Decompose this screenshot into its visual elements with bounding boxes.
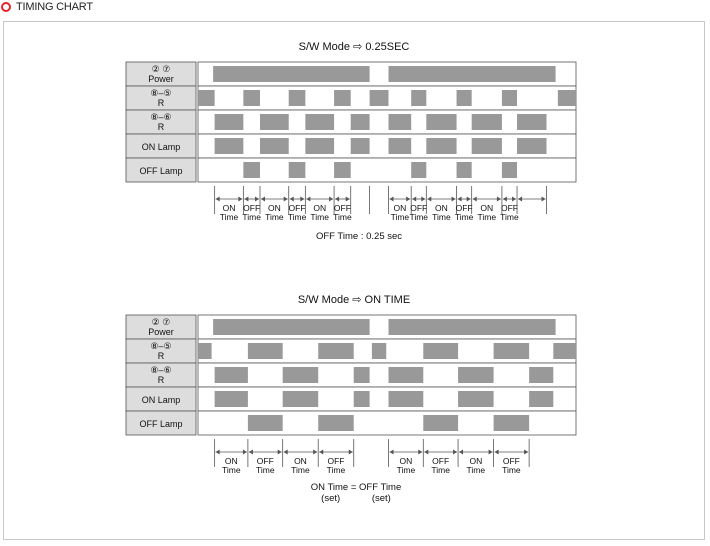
arrow-right-icon <box>497 197 501 202</box>
signal-pulse <box>426 114 456 130</box>
timing-interval <box>518 197 545 202</box>
timing-interval <box>288 197 307 223</box>
interval-label: Time <box>333 212 352 222</box>
signal-pulse <box>458 391 494 407</box>
signal-row <box>126 339 576 363</box>
arrow-right-icon <box>489 450 493 455</box>
signal-pulse <box>423 343 458 359</box>
arrow-right-icon <box>255 197 259 202</box>
row-label: ON Lamp <box>141 142 181 152</box>
signal-pulse <box>458 367 494 383</box>
signal-pulse <box>426 138 456 154</box>
timing-interval <box>390 197 411 223</box>
timing-interval <box>459 450 493 476</box>
signal-pulse <box>389 114 412 130</box>
signal-pulse <box>215 114 244 130</box>
timing-chart-1 <box>126 41 576 242</box>
interval-label: Time <box>432 212 451 222</box>
interval-label: Time <box>502 465 521 475</box>
signal-pulse <box>354 391 370 407</box>
row-label: OFF Lamp <box>139 166 183 176</box>
arrow-left-icon <box>216 450 220 455</box>
arrow-left-icon <box>244 197 248 202</box>
timing-interval <box>249 450 282 476</box>
arrow-left-icon <box>390 197 394 202</box>
timing-interval <box>242 197 261 223</box>
arrow-right-icon <box>512 197 516 202</box>
arrow-left-icon <box>495 450 499 455</box>
signal-pulse <box>354 367 370 383</box>
signal-pulse <box>389 66 556 82</box>
signal-pulse <box>389 138 412 154</box>
timing-interval <box>216 450 247 476</box>
interval-label: Time <box>219 212 239 222</box>
timing-chart-2 <box>126 294 576 504</box>
signal-row <box>126 62 576 86</box>
interval-label: OFF <box>327 456 345 466</box>
bullet-icon <box>1 2 11 12</box>
arrow-right-icon <box>406 197 410 202</box>
signal-pulse <box>289 162 306 178</box>
row-label: R <box>157 122 165 132</box>
arrow-left-icon <box>284 450 288 455</box>
interval-label: ON <box>224 456 238 466</box>
timing-interval <box>409 197 428 223</box>
interval-label: Time <box>500 212 519 222</box>
signal-pulse <box>213 319 369 335</box>
arrow-left-icon <box>216 197 220 202</box>
row-label: OFF Lamp <box>139 419 183 429</box>
row-label-pins: ⑧–⑥ <box>150 112 172 122</box>
interval-label: Time <box>255 465 275 475</box>
arrow-right-icon <box>418 450 422 455</box>
signal-pulse <box>558 90 576 106</box>
row-label-pins: ② ⑦ <box>151 64 171 74</box>
signal-pulse <box>502 90 517 106</box>
arrow-right-icon <box>453 450 457 455</box>
signal-pulse <box>457 90 472 106</box>
signal-row <box>126 315 576 339</box>
signal-pulse <box>370 90 389 106</box>
arrow-right-icon <box>467 197 471 202</box>
arrow-right-icon <box>238 197 242 202</box>
row-track <box>198 387 576 411</box>
arrow-right-icon <box>329 197 333 202</box>
arrow-right-icon <box>284 197 288 202</box>
timing-interval <box>455 197 474 223</box>
signal-row <box>126 158 576 182</box>
arrow-left-icon <box>306 197 310 202</box>
timing-interval <box>427 197 455 223</box>
interval-label: ON <box>393 203 407 213</box>
interval-label: OFF <box>333 203 351 213</box>
timing-interval <box>473 197 501 223</box>
timing-interval <box>500 197 519 223</box>
arrow-left-icon <box>290 197 294 202</box>
signal-pulse <box>494 415 530 431</box>
signal-pulse <box>472 138 502 154</box>
signal-pulse <box>494 343 530 359</box>
signal-pulse <box>283 391 319 407</box>
signal-pulse <box>248 343 283 359</box>
interval-label: OFF <box>502 456 520 466</box>
signal-pulse <box>243 90 260 106</box>
row-label: R <box>157 98 165 108</box>
interval-label: OFF <box>410 203 428 213</box>
interval-label: OFF <box>432 456 450 466</box>
signal-row <box>126 134 576 158</box>
chart-note: (set) (set) <box>321 493 391 504</box>
row-label-pins: ⑧–⑥ <box>150 365 172 375</box>
arrow-left-icon <box>412 197 416 202</box>
row-track <box>198 363 576 387</box>
arrow-right-icon <box>313 450 317 455</box>
interval-label: Time <box>242 212 261 222</box>
signal-pulse <box>502 162 517 178</box>
arrow-left-icon <box>261 197 265 202</box>
arrow-left-icon <box>518 197 522 202</box>
chart-note: OFF Time : 0.25 sec <box>315 231 403 242</box>
interval-label: ON <box>469 456 483 466</box>
signal-pulse <box>517 138 546 154</box>
signal-pulse <box>351 138 370 154</box>
timing-interval <box>216 197 243 223</box>
signal-pulse <box>260 114 289 130</box>
signal-row <box>126 363 576 387</box>
arrow-right-icon <box>349 450 353 455</box>
arrow-right-icon <box>278 450 282 455</box>
row-label: Power <box>148 327 174 337</box>
signal-row <box>126 86 576 110</box>
interval-label: Time <box>221 465 241 475</box>
arrow-left-icon <box>249 450 253 455</box>
signal-pulse <box>243 162 260 178</box>
signal-pulse <box>305 114 334 130</box>
signal-pulse <box>351 114 370 130</box>
signal-pulse <box>305 138 334 154</box>
signal-pulse <box>334 90 351 106</box>
row-label-pins: ⑧–⑤ <box>150 341 172 351</box>
signal-pulse <box>411 162 426 178</box>
arrow-left-icon <box>424 450 428 455</box>
interval-label: Time <box>287 212 307 222</box>
signal-row <box>126 387 576 411</box>
signal-pulse <box>215 138 244 154</box>
interval-label: OFF <box>288 203 306 213</box>
interval-label: Time <box>390 212 410 222</box>
timing-interval <box>495 450 529 476</box>
interval-label: ON <box>267 203 281 213</box>
interval-label: Time <box>477 212 497 222</box>
signal-pulse <box>389 391 424 407</box>
signal-row <box>126 110 576 134</box>
interval-label: OFF <box>243 203 261 213</box>
arrow-right-icon <box>421 197 425 202</box>
interval-label: ON <box>480 203 494 213</box>
signal-pulse <box>389 367 424 383</box>
timing-interval <box>284 450 318 476</box>
timing-interval <box>424 450 457 476</box>
signal-pulse <box>198 343 212 359</box>
interval-label: ON <box>435 203 448 213</box>
interval-label: Time <box>431 465 450 475</box>
signal-pulse <box>457 162 472 178</box>
arrow-right-icon <box>524 450 528 455</box>
interval-label: Time <box>310 212 330 222</box>
arrow-right-icon <box>542 197 546 202</box>
signal-pulse <box>213 66 369 82</box>
arrow-left-icon <box>335 197 339 202</box>
timing-interval <box>333 197 352 223</box>
arrow-left-icon <box>459 450 463 455</box>
signal-pulse <box>529 391 553 407</box>
timing-interval <box>319 450 353 476</box>
row-label: R <box>157 375 165 385</box>
arrow-left-icon <box>390 450 394 455</box>
signal-pulse <box>529 367 553 383</box>
arrow-left-icon <box>458 197 462 202</box>
interval-label: Time <box>396 465 416 475</box>
timing-chart-panel <box>3 21 705 540</box>
section-header <box>0 0 93 14</box>
row-label-pins: ⑧–⑤ <box>150 88 172 98</box>
arrow-left-icon <box>427 197 431 202</box>
arrow-right-icon <box>452 197 456 202</box>
interval-label: Time <box>326 465 346 475</box>
timing-interval <box>390 450 423 476</box>
arrow-right-icon <box>346 197 350 202</box>
signal-pulse <box>215 367 248 383</box>
interval-label: ON <box>399 456 413 466</box>
signal-pulse <box>472 114 502 130</box>
interval-label: Time <box>454 212 474 222</box>
interval-label: Time <box>466 465 486 475</box>
row-label: ON Lamp <box>141 395 181 405</box>
signal-pulse <box>283 367 319 383</box>
signal-pulse <box>423 415 458 431</box>
arrow-right-icon <box>300 197 304 202</box>
timing-diagram <box>4 22 704 539</box>
interval-label: Time <box>291 465 310 475</box>
arrow-left-icon <box>473 197 477 202</box>
interval-label: ON <box>294 456 307 466</box>
row-label: R <box>157 351 165 361</box>
signal-pulse <box>318 415 354 431</box>
timing-interval <box>261 197 288 223</box>
chart-note: ON Time = OFF Time <box>310 482 402 493</box>
signal-pulse <box>260 138 289 154</box>
signal-pulse <box>318 343 354 359</box>
interval-label: OFF <box>500 203 518 213</box>
arrow-right-icon <box>243 450 247 455</box>
signal-pulse <box>372 343 386 359</box>
chart-title: S/W Mode ⇨ 0.25SEC <box>298 41 410 53</box>
signal-pulse <box>198 90 215 106</box>
signal-row <box>126 411 576 435</box>
section-title: TIMING CHART <box>16 1 93 13</box>
timing-interval <box>306 197 333 223</box>
interval-label: OFF <box>455 203 473 213</box>
arrow-left-icon <box>319 450 323 455</box>
interval-label: Time <box>409 212 429 222</box>
signal-pulse <box>517 114 546 130</box>
signal-pulse <box>248 415 283 431</box>
signal-pulse <box>411 90 426 106</box>
interval-label: Time <box>265 212 284 222</box>
interval-label: ON <box>222 203 236 213</box>
interval-label: ON <box>313 203 327 213</box>
row-label-pins: ② ⑦ <box>151 317 171 327</box>
interval-label: OFF <box>256 456 274 466</box>
arrow-left-icon <box>503 197 507 202</box>
signal-pulse <box>289 90 306 106</box>
signal-pulse <box>215 391 248 407</box>
signal-pulse <box>389 319 556 335</box>
chart-title: S/W Mode ⇨ ON TIME <box>297 294 411 306</box>
signal-pulse <box>553 343 576 359</box>
row-label: Power <box>148 74 174 84</box>
signal-pulse <box>334 162 351 178</box>
